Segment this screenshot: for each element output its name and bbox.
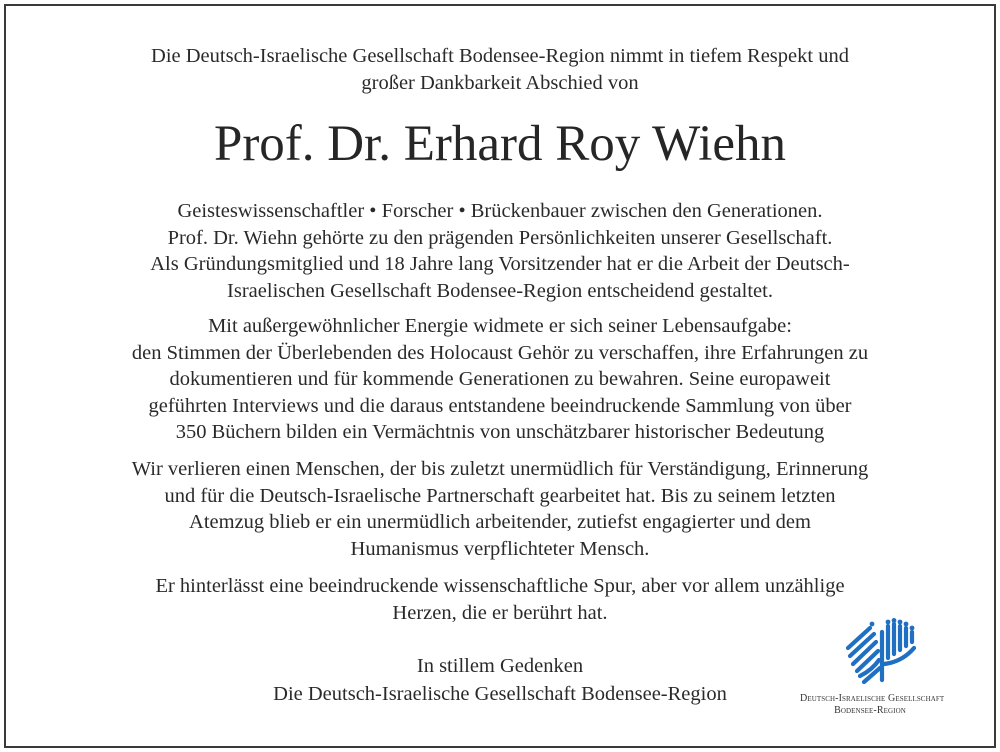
paragraph-line: dokumentieren und für kommende Generationen zu bewahren. Seine europaweit [169,368,831,391]
paragraph-line: den Stimmen der Überlebenden des Holocaust Gehör zu verschaffen, ihre Erfahrungen zu [131,341,869,364]
intro-line: großer Dankbarkeit Abschied von [361,72,639,94]
intro-text [0,43,1000,97]
paragraph-line: Wir verlieren einen Menschen, der bis zuletzt unermüdlich für Verständigung, Erinnerung [131,458,869,480]
menorah-hands-icon [844,618,920,686]
signature-line: In stillem Gedenken [416,655,584,677]
paragraph-line: Er hinterlässt eine beeindruckende wissenschaftliche Spur, aber vor allem unzählige [155,575,845,597]
dig-logo [800,616,945,716]
paragraph-line: Israelischen Gesellschaft Bodensee-Region entscheidend gestaltet. [227,279,773,302]
logo-caption [800,693,945,717]
signature [200,652,800,708]
paragraph-loss [0,456,1000,562]
paragraph-line: und für die Deutsch-Israelische Partnerschaft gearbeitet hat. Bis zu seinem letzten [164,484,836,507]
paragraph-line: Humanismus verpflichteter Mensch. [350,537,650,560]
logo-caption-line: Deutsch-Israelische Gesellschaft [800,693,945,704]
paragraph-line: geführten Interviews und die daraus entstandene beeindruckende Sammlung von über [148,394,852,417]
intro-line: Die Deutsch-Israelische Gesellschaft Bodensee-Region nimmt in tiefem Respekt und [151,45,849,67]
paragraph-line: Mit außergewöhnlicher Energie widmete er sich seiner Lebensaufgabe: [208,315,792,337]
paragraph-line: Atemzug blieb er ein unermüdlich arbeitender, zutiefst engagierter und dem [189,511,811,534]
paragraph-line: 350 Büchern bilden ein Vermächtnis von unschätzbarer historischer Bedeutung [175,421,825,444]
paragraph-line: Herzen, die er berührt hat. [392,601,608,624]
deceased-name: Prof. Dr. Erhard Roy Wiehn [213,116,787,172]
logo-caption-line: Bodensee-Region [834,705,906,716]
paragraph-line: Als Gründungsmitglied und 18 Jahre lang Vorsitzender hat er die Arbeit der Deutsch- [150,253,850,276]
paragraph-tribute [0,198,1000,304]
paragraph-line: Geisteswissenschaftler • Forscher • Brückenbauer zwischen den Generationen. [177,200,823,222]
signature-line: Die Deutsch-Israelische Gesellschaft Bodensee-Region [273,683,727,705]
paragraph-life-work [0,313,1000,446]
paragraph-line: Prof. Dr. Wiehn gehörte zu den prägenden Persönlichkeiten unserer Gesellschaft. [167,226,833,249]
